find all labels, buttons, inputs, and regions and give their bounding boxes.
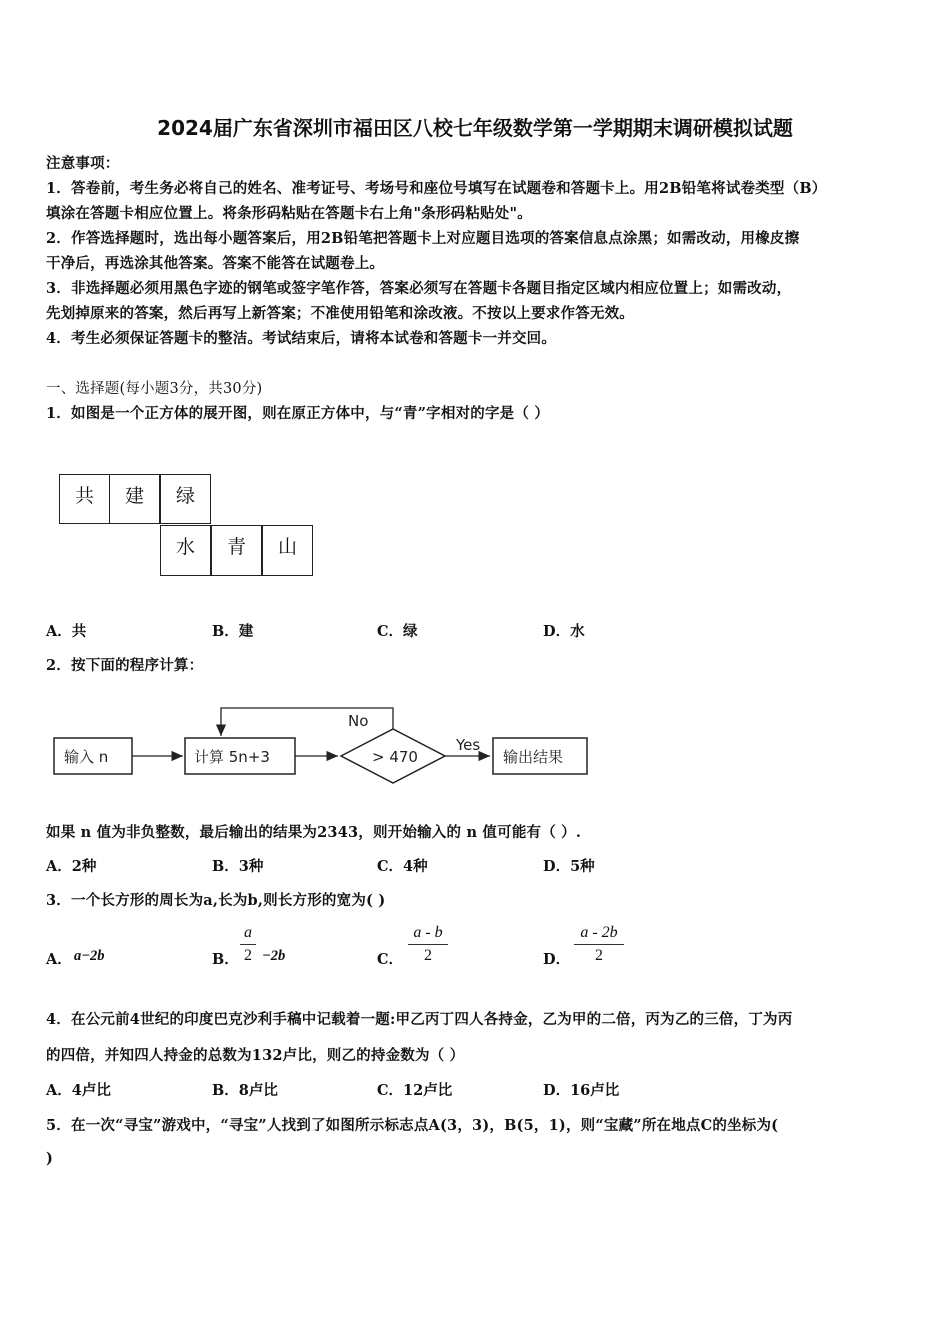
q3-stem: 3．一个长方形的周长为a,长为b,则长方形的宽为( ) — [46, 892, 386, 909]
q3-option-b-fraction — [240, 924, 256, 965]
q5-line-1: 5．在一次“寻宝”游戏中，“寻宝”人找到了如图所示标志点A(3，3)，B(5，1)，则“宝藏”所在地点C的坐标为( — [46, 1117, 779, 1134]
q3-option-d-fraction — [574, 924, 624, 965]
q3-option-d-label: D． — [543, 951, 571, 968]
q1-option-d: D．水 — [543, 623, 585, 640]
q1-option-a: A．共 — [46, 623, 87, 640]
net-cell: 建 — [109, 474, 160, 524]
numerator: a — [244, 924, 252, 941]
notice-line-3: 2．作答选择题时，选出每小题答案后，用2B铅笔把答题卡上对应题目选项的答案信息点涂黑；如需改动，用橡皮擦 — [46, 230, 800, 247]
numerator: a - b — [413, 924, 443, 941]
q3-option-a-expr: a−2b — [74, 948, 105, 964]
notice-line-5: 3．非选择题必须用黑色字迹的钢笔或签字笔作答，答案必须写在答题卡各题目指定区域内相应位置上；如需改动， — [46, 280, 792, 297]
q2-option-d: D．5种 — [543, 858, 595, 875]
q4-option-b: B．8卢比 — [212, 1082, 278, 1099]
notice-line-1: 1．答卷前，考生务必将自己的姓名、准考证号、考场号和座位号填写在试题卷和答题卡上。用2B铅笔将试卷类型（B） — [46, 180, 827, 197]
q4-line-2: 的四倍，并知四人持金的总数为132卢比，则乙的持金数为（ ） — [46, 1047, 465, 1064]
q1-option-b: B．建 — [212, 623, 254, 640]
q2-option-c: C．4种 — [377, 858, 428, 875]
q2-text: 如果 n 值为非负整数，最后输出的结果为2343，则开始输入的 n 值可能有（ ）. — [46, 824, 582, 841]
net-cell: 共 — [59, 474, 110, 524]
page-title: 2024届广东省深圳市福田区八校七年级数学第一学期期末调研模拟试题 — [157, 116, 793, 140]
no-label: No — [348, 712, 369, 730]
denominator: 2 — [595, 947, 603, 964]
program-flowchart — [0, 690, 950, 790]
numerator: a - 2b — [580, 924, 618, 941]
q3-option-b-rest: −2b — [262, 948, 286, 964]
q3-option-b-label: B． — [212, 951, 239, 968]
notice-line-6: 先划掉原来的答案，然后再写上新答案；不准使用铅笔和涂改液。不按以上要求作答无效。 — [46, 305, 634, 322]
notice-line-4: 干净后，再选涂其他答案。答案不能答在试题卷上。 — [46, 255, 385, 272]
net-cell: 水 — [160, 525, 211, 576]
section-heading: 一、选择题(每小题3分，共30分) — [46, 381, 263, 397]
q4-option-a: A．4卢比 — [46, 1082, 111, 1099]
q5-line-2: ) — [46, 1150, 54, 1167]
yes-label: Yes — [456, 736, 481, 754]
q2-option-b: B．3种 — [212, 858, 264, 875]
q4-option-d: D．16卢比 — [543, 1082, 620, 1099]
notice-line-2: 填涂在答题卡相应位置上。将条形码粘贴在答题卡右上角"条形码粘贴处"。 — [46, 205, 532, 222]
net-cell: 山 — [262, 525, 313, 576]
net-cell: 青 — [211, 525, 262, 576]
q4-line-1: 4．在公元前4世纪的印度巴克沙利手稿中记载着一题:甲乙丙丁四人各持金，乙为甲的二倍，丙为乙的三倍，丁为丙 — [46, 1011, 793, 1028]
output-label: 输出结果 — [503, 748, 564, 766]
q1-option-c: C．绿 — [377, 623, 418, 640]
notice-line-7: 4．考生必须保证答题卡的整洁。考试结束后，请将本试卷和答题卡一并交回。 — [46, 330, 557, 347]
denominator: 2 — [244, 947, 252, 964]
net-cell: 绿 — [160, 474, 211, 524]
condition-label: > 470 — [372, 748, 418, 766]
compute-label: 计算 5n+3 — [194, 748, 270, 766]
q1-stem: 1．如图是一个正方体的展开图，则在原正方体中，与“青”字相对的字是（ ） — [46, 405, 550, 422]
input-label: 输入 n — [64, 748, 109, 766]
q3-option-a-label: A． — [46, 951, 72, 968]
q2-stem: 2．按下面的程序计算： — [46, 657, 204, 674]
denominator: 2 — [424, 947, 432, 964]
q3-option-c-label: C． — [377, 951, 404, 968]
q3-option-c-fraction — [408, 924, 448, 965]
notice-heading: 注意事项： — [46, 155, 120, 172]
q2-option-a: A．2种 — [46, 858, 97, 875]
q4-option-c: C．12卢比 — [377, 1082, 453, 1099]
